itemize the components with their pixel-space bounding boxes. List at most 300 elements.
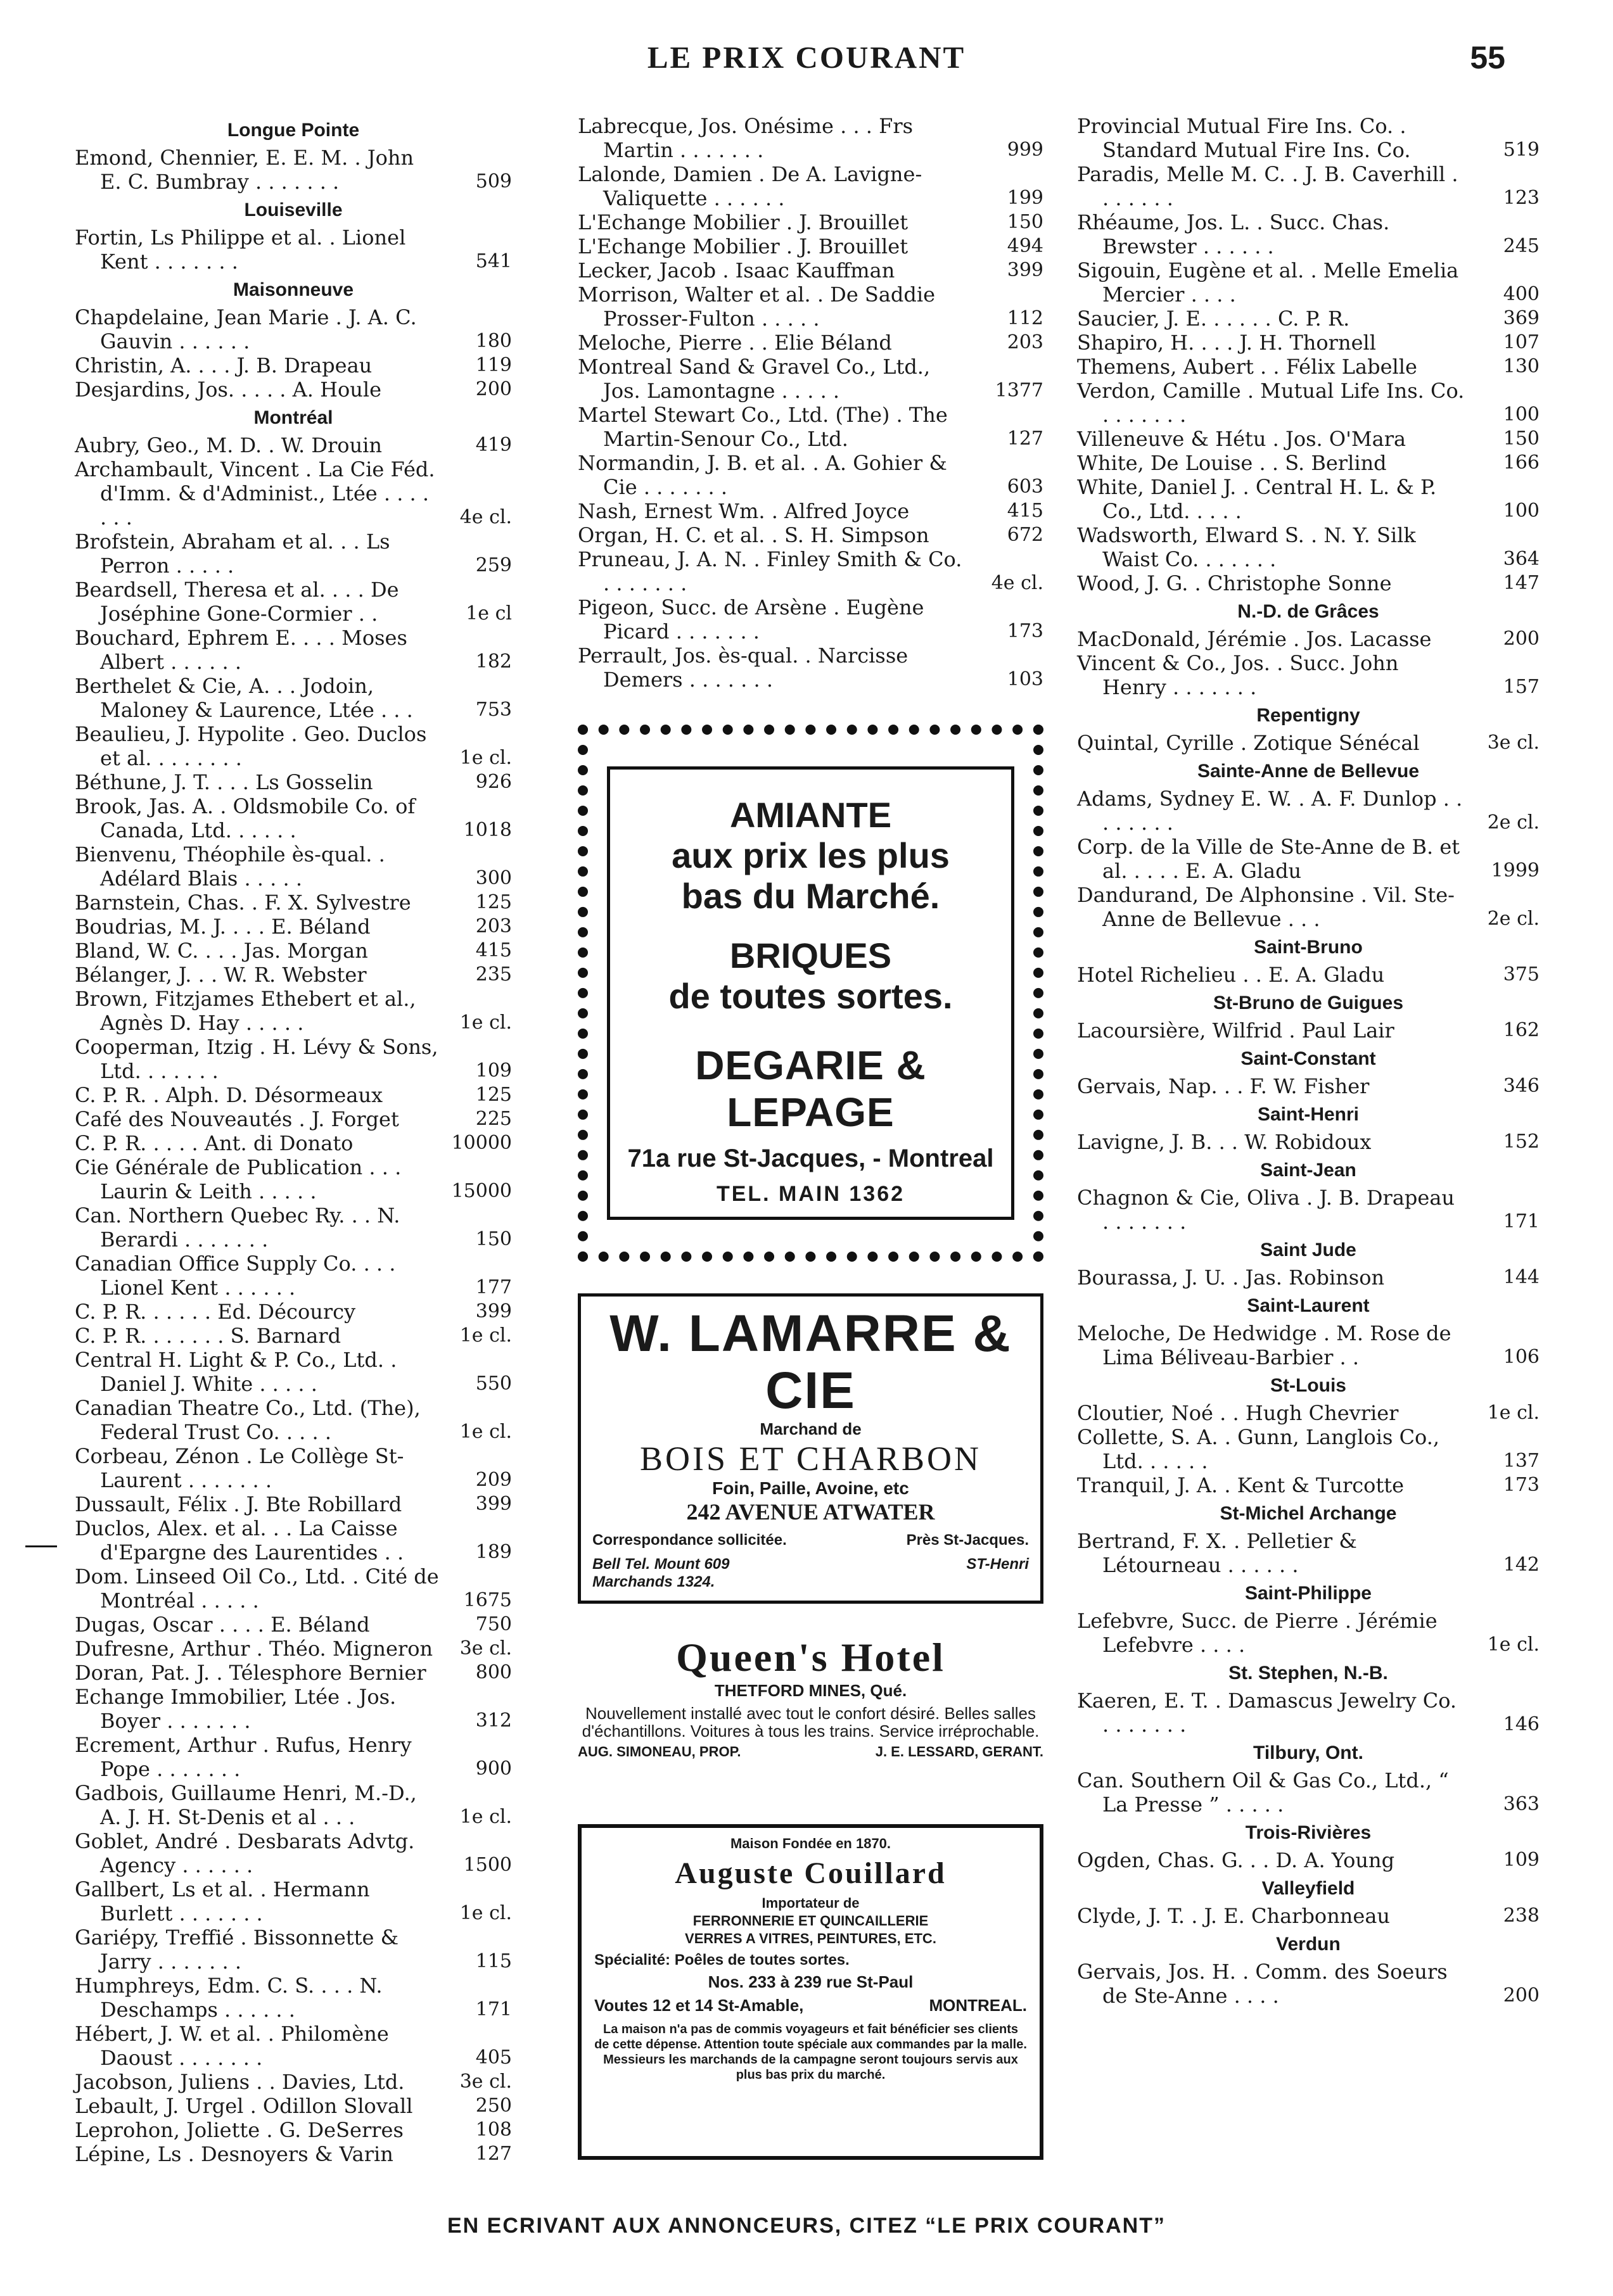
ad-lamarre-near: Près St-Jacques. bbox=[906, 1532, 1029, 1549]
list-item bbox=[75, 1203, 512, 1252]
page-title: LE PRIX COURANT bbox=[647, 40, 966, 75]
section-heading: Maisonneuve bbox=[233, 279, 354, 300]
entry-text: Emond, Chennier, E. E. M. . John E. C. Bumbray . . . . . . . bbox=[75, 146, 414, 194]
ad-queens-manager: J. E. LESSARD, GERANT. bbox=[875, 1744, 1043, 1760]
list-item bbox=[1077, 1425, 1540, 1473]
entry-amount: 1999 bbox=[1491, 859, 1540, 882]
entry-text: Desjardins, Jos. . . . . A. Houle bbox=[75, 377, 382, 402]
entry-amount: 150 bbox=[1007, 211, 1043, 233]
section-heading: Trois-Rivières bbox=[1245, 1822, 1372, 1843]
list-item bbox=[75, 1035, 512, 1083]
list-item bbox=[75, 1925, 512, 1974]
entry-text: Beaulieu, J. Hypolite . Geo. Duclos et al. . . . . . . . bbox=[75, 722, 427, 770]
entry-text: Cooperman, Itzig . H. Lévy & Sons, Ltd. . . . . . . bbox=[75, 1035, 438, 1083]
entry-text: Humphreys, Edm. C. S. . . . N. Deschamps . . . . . . bbox=[75, 1974, 383, 2022]
list-item bbox=[75, 1685, 512, 1733]
entry-amount: 4e cl. bbox=[991, 572, 1043, 594]
entry-amount: 171 bbox=[475, 1998, 512, 2020]
list-item bbox=[1077, 731, 1540, 755]
section-heading: Sainte-Anne de Bellevue bbox=[1197, 761, 1420, 782]
ad-amiante-firm: DEGARIE & LEPAGE bbox=[695, 1043, 926, 1135]
list-item bbox=[75, 1107, 512, 1131]
ad-couillard-address: Nos. 233 à 239 rue St-Paul bbox=[708, 1972, 914, 1991]
entry-text: White, Daniel J. . Central H. L. & P. Co., Ltd. . . . . bbox=[1077, 475, 1437, 523]
ad-lamarre-corr: Correspondance sollicitée. bbox=[592, 1532, 787, 1549]
list-item bbox=[75, 987, 512, 1035]
entry-text: Central H. Light & P. Co., Ltd. . Daniel J. White . . . . . bbox=[75, 1348, 397, 1396]
list-item bbox=[1077, 1689, 1540, 1737]
entry-text: Beardsell, Theresa et al. . . . De Joséphine Gone-Cormier . . bbox=[75, 578, 399, 626]
section-heading: Saint-Henri bbox=[1257, 1104, 1360, 1125]
section-heading: Saint-Bruno bbox=[1254, 937, 1363, 958]
entry-text: Bland, W. C. . . . Jas. Morgan bbox=[75, 939, 368, 963]
entry-amount: 2e cl. bbox=[1487, 811, 1540, 834]
entry-text: Wadsworth, Elward S. . N. Y. Silk Waist Co. . . . . . . bbox=[1077, 523, 1416, 571]
entry-amount: 800 bbox=[475, 1661, 512, 1684]
list-item bbox=[75, 1661, 512, 1685]
entry-text: Tranquil, J. A. . Kent & Turcotte bbox=[1077, 1473, 1405, 1497]
entry-amount: 166 bbox=[1503, 452, 1540, 474]
entry-text: Dandurand, De Alphonsine . Vil. Ste-Anne de Bellevue . . . bbox=[1077, 883, 1455, 931]
entry-amount: 1018 bbox=[463, 819, 512, 841]
entry-text: Lefebvre, Succ. de Pierre . Jérémie Lefebvre . . . . bbox=[1077, 1609, 1438, 1657]
ad-couillard-vaults: Voutes 12 et 14 St-Amable, bbox=[594, 1996, 804, 2015]
list-item bbox=[1077, 1401, 1540, 1425]
ad-couillard-note: La maison n'a pas de commis voyageurs et fait bénéficier ses clients de cette dépense. Attention toute spéciale aux commandes par la malle. Messieurs les marchands de la campagne seront toujours servis aux plus bas prix du marché. bbox=[594, 2022, 1027, 2082]
entry-amount: 603 bbox=[1007, 476, 1043, 498]
entry-text: Bertrand, F. X. . Pelletier & Létourneau . . . . . . bbox=[1077, 1529, 1357, 1577]
list-item bbox=[578, 355, 1043, 403]
entry-text: Lebault, J. Urgel . Odillon Slovall bbox=[75, 2094, 413, 2118]
entry-amount: 346 bbox=[1503, 1075, 1540, 1097]
list-item bbox=[578, 282, 1043, 331]
entry-amount: 200 bbox=[475, 378, 512, 400]
list-item bbox=[1077, 1130, 1540, 1154]
list-item bbox=[75, 1781, 512, 1829]
ad-couillard bbox=[578, 1824, 1043, 2160]
entry-text: Leprohon, Joliette . G. DeSerres bbox=[75, 2118, 404, 2142]
list-item bbox=[75, 2070, 512, 2094]
entry-text: Aubry, Geo., M. D. . W. Drouin bbox=[75, 433, 383, 457]
ad-queens-name: Queen's Hotel bbox=[676, 1635, 945, 1680]
entry-text: Paradis, Melle M. C. . J. B. Caverhill . . . . . . . bbox=[1077, 162, 1458, 210]
entry-amount: 4e cl. bbox=[459, 506, 512, 528]
list-item bbox=[75, 377, 512, 402]
entry-amount: 1e cl. bbox=[459, 1421, 512, 1443]
entry-amount: 123 bbox=[1503, 187, 1540, 209]
entry-text: Fortin, Ls Philippe et al. . Lionel Kent . . . . . . . bbox=[75, 225, 406, 274]
list-item bbox=[75, 2094, 512, 2118]
entry-text: Perrault, Jos. ès-qual. . Narcisse Demers . . . . . . . bbox=[578, 644, 909, 692]
list-item bbox=[75, 1613, 512, 1637]
list-item bbox=[1077, 1609, 1540, 1657]
list-item bbox=[75, 1492, 512, 1516]
list-item bbox=[75, 1733, 512, 1781]
list-item bbox=[75, 1396, 512, 1444]
entry-amount: 100 bbox=[1503, 403, 1540, 426]
ad-lamarre-merch: Marchands 1324. bbox=[592, 1573, 715, 1590]
list-item bbox=[75, 1131, 512, 1155]
entry-amount: 363 bbox=[1503, 1793, 1540, 1815]
list-item bbox=[75, 1444, 512, 1492]
entry-amount: 106 bbox=[1503, 1346, 1540, 1368]
list-item bbox=[75, 225, 512, 274]
ad-lamarre-product: BOIS ET CHARBON bbox=[639, 1440, 982, 1478]
entry-text: Hébert, J. W. et al. . Philomène Daoust . . . . . . . bbox=[75, 2022, 389, 2070]
ad-amiante-tel: TEL. MAIN 1362 bbox=[716, 1182, 905, 1206]
entry-amount: 147 bbox=[1503, 572, 1540, 594]
list-item bbox=[75, 963, 512, 987]
list-item bbox=[75, 433, 512, 457]
section-heading: Longue Pointe bbox=[227, 120, 360, 141]
entry-text: Chagnon & Cie, Oliva . J. B. Drapeau . . . . . . . bbox=[1077, 1186, 1455, 1234]
list-item bbox=[1077, 1904, 1540, 1928]
list-item bbox=[75, 1252, 512, 1300]
entry-text: Meloche, Pierre . . Elie Béland bbox=[578, 331, 892, 355]
ad-queens-prop: AUG. SIMONEAU, PROP. bbox=[578, 1744, 741, 1760]
list-item bbox=[578, 162, 1043, 210]
ad-amiante-address: 71a rue St-Jacques, - Montreal bbox=[627, 1145, 994, 1172]
page-number: 55 bbox=[1470, 40, 1505, 75]
entry-amount: 152 bbox=[1503, 1131, 1540, 1153]
entry-amount: 399 bbox=[1007, 259, 1043, 281]
entry-amount: 494 bbox=[1007, 235, 1043, 257]
entry-amount: 1675 bbox=[463, 1589, 512, 1611]
ad-couillard-line2: VERRES A VITRES, PEINTURES, ETC. bbox=[685, 1931, 936, 1946]
list-item bbox=[578, 114, 1043, 162]
list-item bbox=[75, 305, 512, 353]
entry-text: Gariépy, Treffié . Bissonnette & Jarry . . . . . . . bbox=[75, 1925, 399, 1974]
ad-lamarre-items: Foin, Paille, Avoine, etc bbox=[712, 1478, 909, 1498]
ad-couillard-line1: FERRONNERIE ET QUINCAILLERIE bbox=[692, 1913, 929, 1929]
entry-text: Dugas, Oscar . . . . E. Béland bbox=[75, 1613, 370, 1637]
list-item bbox=[578, 644, 1043, 692]
entry-amount: 250 bbox=[475, 2095, 512, 2117]
list-item bbox=[1077, 379, 1540, 427]
entry-amount: 312 bbox=[475, 1709, 512, 1732]
ad-amiante-title: AMIANTE bbox=[729, 795, 892, 835]
list-item bbox=[1077, 571, 1540, 595]
list-item bbox=[1077, 651, 1540, 699]
entry-amount: 405 bbox=[475, 2046, 512, 2069]
list-item bbox=[75, 915, 512, 939]
entry-amount: 926 bbox=[475, 771, 512, 793]
ad-couillard-role: Importateur de bbox=[762, 1895, 860, 1911]
entry-text: Canadian Theatre Co., Ltd. (The), Federal Trust Co. . . . . bbox=[75, 1396, 421, 1444]
list-item bbox=[75, 842, 512, 891]
section-heading: N.-D. de Grâces bbox=[1237, 601, 1379, 622]
entry-amount: 142 bbox=[1503, 1554, 1540, 1576]
list-item bbox=[578, 451, 1043, 499]
entry-amount: 200 bbox=[1503, 1984, 1540, 2007]
entry-amount: 3e cl. bbox=[1487, 732, 1540, 754]
entry-text: Can. Northern Quebec Ry. . . N. Berardi . . . . . . . bbox=[75, 1203, 400, 1252]
entry-amount: 519 bbox=[1503, 139, 1540, 161]
entry-amount: 209 bbox=[475, 1469, 512, 1491]
list-item bbox=[75, 626, 512, 674]
list-item bbox=[1077, 307, 1540, 331]
entry-text: Echange Immobilier, Ltée . Jos. Boyer . . . . . . . bbox=[75, 1685, 397, 1733]
entry-amount: 127 bbox=[475, 2143, 512, 2165]
entry-amount: 1e cl. bbox=[1487, 1633, 1540, 1656]
section-heading: Montréal bbox=[253, 407, 333, 428]
entry-text: Adams, Sydney E. W. . A. F. Dunlop . . . . . . . . bbox=[1077, 787, 1463, 835]
entry-amount: 415 bbox=[1007, 500, 1043, 522]
entry-amount: 750 bbox=[475, 1613, 512, 1635]
entry-amount: 173 bbox=[1007, 620, 1043, 642]
entry-amount: 399 bbox=[475, 1300, 512, 1322]
entry-amount: 150 bbox=[1503, 428, 1540, 450]
list-item bbox=[578, 595, 1043, 644]
ad-couillard-specialty: Spécialité: Poêles de toutes sortes. bbox=[594, 1951, 850, 1969]
entry-text: Saucier, J. E. . . . . . C. P. R. bbox=[1077, 307, 1350, 331]
entry-amount: 364 bbox=[1503, 548, 1540, 570]
entry-text: Vincent & Co., Jos. . Succ. John Henry . . . . . . . bbox=[1077, 651, 1399, 699]
list-item bbox=[75, 939, 512, 963]
entry-text: Bourassa, J. U. . Jas. Robinson bbox=[1077, 1265, 1385, 1290]
entry-amount: 144 bbox=[1503, 1266, 1540, 1288]
entry-amount: 369 bbox=[1503, 307, 1540, 329]
entry-text: Shapiro, H. . . . J. H. Thornell bbox=[1077, 331, 1376, 355]
ad-amiante-line: aux prix les plus bbox=[672, 835, 950, 875]
entry-text: Villeneuve & Hétu . Jos. O'Mara bbox=[1077, 427, 1406, 451]
section-heading: St. Stephen, N.-B. bbox=[1228, 1663, 1388, 1684]
list-item bbox=[1077, 523, 1540, 571]
list-item bbox=[75, 1829, 512, 1877]
list-item bbox=[75, 457, 512, 530]
ad-amiante-briques: BRIQUES bbox=[729, 936, 892, 975]
entry-amount: 177 bbox=[475, 1276, 512, 1298]
ad-queens-location: THETFORD MINES, Qué. bbox=[714, 1681, 907, 1700]
entry-text: Gervais, Jos. H. . Comm. des Soeurs de Ste-Anne . . . . bbox=[1077, 1960, 1448, 2008]
entry-amount: 109 bbox=[1503, 1849, 1540, 1871]
entry-amount: 115 bbox=[475, 1950, 512, 1972]
list-item bbox=[1077, 210, 1540, 258]
entry-amount: 137 bbox=[1503, 1450, 1540, 1472]
entry-amount: 1e cl. bbox=[459, 1806, 512, 1828]
entry-amount: 150 bbox=[475, 1228, 512, 1250]
column-right bbox=[1077, 114, 1540, 2008]
entry-amount: 189 bbox=[475, 1541, 512, 1563]
entry-text: Goblet, André . Desbarats Advtg. Agency . . . . . . bbox=[75, 1829, 415, 1877]
ad-queens-hotel bbox=[578, 1634, 1043, 1799]
entry-amount: 238 bbox=[1503, 1905, 1540, 1927]
entry-text: Pigeon, Succ. de Arsène . Eugène Picard . . . . . . . bbox=[578, 595, 924, 644]
entry-text: Organ, H. C. et al. . S. H. Simpson bbox=[578, 523, 929, 547]
entry-text: L'Echange Mobilier . J. Brouillet bbox=[578, 210, 909, 234]
entry-amount: 171 bbox=[1503, 1210, 1540, 1233]
entry-text: Café des Nouveautés . J. Forget bbox=[75, 1107, 399, 1131]
entry-text: Quintal, Cyrille . Zotique Sénécal bbox=[1077, 731, 1420, 755]
entry-amount: 1500 bbox=[463, 1854, 512, 1876]
entry-text: Boudrias, M. J. . . . E. Béland bbox=[75, 915, 371, 939]
entry-text: Brook, Jas. A. . Oldsmobile Co. of Canada, Ltd. . . . . . bbox=[75, 794, 416, 842]
entry-amount: 1e cl. bbox=[459, 1324, 512, 1347]
entry-amount: 203 bbox=[475, 915, 512, 937]
entry-amount: 127 bbox=[1007, 428, 1043, 450]
page-footer: EN ECRIVANT AUX ANNONCEURS, CITEZ “LE PRIX COURANT” bbox=[447, 2214, 1166, 2238]
entry-amount: 225 bbox=[475, 1108, 512, 1130]
entry-amount: 415 bbox=[475, 939, 512, 961]
entry-text: Gervais, Nap. . . F. W. Fisher bbox=[1077, 1074, 1370, 1098]
list-item bbox=[1077, 331, 1540, 355]
entry-text: C. P. R. . . . . . Ed. Décourcy bbox=[75, 1300, 356, 1324]
ad-amiante bbox=[578, 725, 1043, 1262]
ad-lamarre-bell: Bell Tel. Mount 609 bbox=[592, 1556, 730, 1573]
list-item bbox=[578, 331, 1043, 355]
entry-text: Martel Stewart Co., Ltd. (The) . The Martin-Senour Co., Ltd. bbox=[578, 403, 948, 451]
list-item bbox=[1077, 787, 1540, 835]
entry-text: Dom. Linseed Oil Co., Ltd. . Cité de Montréal . . . . . bbox=[75, 1564, 439, 1613]
list-item bbox=[1077, 162, 1540, 210]
entry-amount: 112 bbox=[1007, 307, 1043, 329]
section-heading: Verdun bbox=[1276, 1934, 1341, 1955]
list-item bbox=[1077, 883, 1540, 931]
entry-amount: 162 bbox=[1503, 1019, 1540, 1041]
entry-text: Archambault, Vincent . La Cie Féd. d'Imm. & d'Administ., Ltée . . . . . . . bbox=[75, 457, 435, 530]
section-heading: St-Michel Archange bbox=[1220, 1503, 1397, 1524]
entry-text: Lalonde, Damien . De A. Lavigne-Valiquette . . . . . . bbox=[578, 162, 922, 210]
column-middle bbox=[578, 114, 1043, 692]
list-item bbox=[578, 210, 1043, 234]
entry-text: Montreal Sand & Gravel Co., Ltd., Jos. Lamontagne . . . . . bbox=[578, 355, 931, 403]
entry-amount: 245 bbox=[1503, 235, 1540, 257]
entry-amount: 2e cl. bbox=[1487, 908, 1540, 930]
entry-text: Dufresne, Arthur . Théo. Migneron bbox=[75, 1637, 433, 1661]
list-item bbox=[75, 1083, 512, 1107]
entry-text: Corbeau, Zénon . Le Collège St-Laurent . . . . . . . bbox=[75, 1444, 404, 1492]
entry-text: L'Echange Mobilier . J. Brouillet bbox=[578, 234, 909, 258]
ad-couillard-name: Auguste Couillard bbox=[675, 1856, 947, 1890]
entry-amount: 109 bbox=[475, 1060, 512, 1082]
entry-text: Meloche, De Hedwidge . M. Rose de Lima Béliveau-Barbier . . bbox=[1077, 1321, 1451, 1369]
list-item bbox=[1077, 1186, 1540, 1234]
list-item bbox=[578, 403, 1043, 451]
entry-amount: 235 bbox=[475, 963, 512, 986]
entry-text: Verdon, Camille . Mutual Life Ins. Co. . . . . . . . bbox=[1077, 379, 1465, 427]
ad-couillard-founded: Maison Fondée en 1870. bbox=[730, 1836, 891, 1851]
list-item bbox=[75, 1974, 512, 2022]
entry-amount: 200 bbox=[1503, 628, 1540, 650]
entry-text: Duclos, Alex. et al. . . La Caisse d'Epargne des Laurentides . . bbox=[75, 1516, 404, 1564]
margin-mark bbox=[25, 1545, 57, 1547]
list-item bbox=[1077, 1473, 1540, 1497]
section-heading: Louiseville bbox=[244, 200, 343, 220]
list-item bbox=[578, 499, 1043, 523]
section-heading: Saint-Constant bbox=[1240, 1048, 1376, 1069]
list-item bbox=[1077, 1074, 1540, 1098]
entry-amount: 1e cl. bbox=[1487, 1402, 1540, 1424]
entry-amount: 107 bbox=[1503, 331, 1540, 353]
list-item bbox=[578, 258, 1043, 282]
entry-text: Normandin, J. B. et al. . A. Gohier & Cie . . . . . . . bbox=[578, 451, 947, 499]
entry-amount: 125 bbox=[475, 1084, 512, 1106]
entry-text: Wood, J. G. . Christophe Sonne bbox=[1077, 571, 1392, 595]
entry-text: C. P. R. . . . . Ant. di Donato bbox=[75, 1131, 354, 1155]
list-item bbox=[75, 794, 512, 842]
list-item bbox=[75, 2022, 512, 2070]
entry-text: Provincial Mutual Fire Ins. Co. . Standard Mutual Fire Ins. Co. bbox=[1077, 114, 1411, 162]
ad-lamarre-name: W. LAMARRE & CIE bbox=[609, 1305, 1012, 1419]
entry-amount: 125 bbox=[475, 891, 512, 913]
column-left bbox=[75, 114, 512, 2166]
list-item bbox=[1077, 258, 1540, 307]
list-item bbox=[1077, 1848, 1540, 1872]
list-item bbox=[1077, 1768, 1540, 1817]
entry-amount: 419 bbox=[475, 434, 512, 456]
entry-amount: 1377 bbox=[995, 379, 1043, 402]
entry-text: Bouchard, Ephrem E. . . . Moses Albert . . . . . . bbox=[75, 626, 407, 674]
entry-text: Brown, Fitzjames Ethebert et al., Agnès D. Hay . . . . . bbox=[75, 987, 416, 1035]
entry-amount: 375 bbox=[1503, 963, 1540, 986]
list-item bbox=[578, 547, 1043, 595]
list-item bbox=[1077, 427, 1540, 451]
entry-text: Christin, A. . . . J. B. Drapeau bbox=[75, 353, 373, 377]
section-heading: St-Bruno de Guigues bbox=[1213, 993, 1403, 1013]
entry-text: Pruneau, J. A. N. . Finley Smith & Co. . . . . . . . bbox=[578, 547, 962, 595]
ad-lamarre-city: ST-Henri bbox=[966, 1556, 1029, 1573]
entry-text: Jacobson, Juliens . . Davies, Ltd. bbox=[75, 2070, 405, 2094]
entry-amount: 15000 bbox=[451, 1180, 512, 1202]
entry-text: Béthune, J. T. . . . Ls Gosselin bbox=[75, 770, 373, 794]
entry-text: Brofstein, Abraham et al. . . Ls Perron . . . . . bbox=[75, 530, 390, 578]
entry-text: Doran, Pat. J. . Télesphore Bernier bbox=[75, 1661, 426, 1685]
list-item bbox=[75, 770, 512, 794]
entry-amount: 753 bbox=[475, 699, 512, 721]
entry-amount: 108 bbox=[475, 2119, 512, 2141]
section-heading: St-Louis bbox=[1270, 1375, 1346, 1396]
entry-amount: 100 bbox=[1503, 500, 1540, 522]
list-item bbox=[75, 353, 512, 377]
entry-amount: 3e cl. bbox=[459, 2071, 512, 2093]
entry-text: Hotel Richelieu . . E. A. Gladu bbox=[1077, 963, 1385, 987]
section-heading: Saint Jude bbox=[1260, 1240, 1356, 1260]
entry-text: Cloutier, Noé . . Hugh Chevrier bbox=[1077, 1401, 1399, 1425]
entry-text: Corp. de la Ville de Ste-Anne de B. et al. . . . . E. A. Gladu bbox=[1077, 835, 1460, 883]
entry-amount: 199 bbox=[1007, 187, 1043, 209]
entry-text: Sigouin, Eugène et al. . Melle Emelia Mercier . . . . bbox=[1077, 258, 1459, 307]
list-item bbox=[578, 523, 1043, 547]
entry-amount: 203 bbox=[1007, 331, 1043, 353]
entry-text: C. P. R. . Alph. D. Désormeaux bbox=[75, 1083, 383, 1107]
list-item bbox=[578, 234, 1043, 258]
list-item bbox=[75, 722, 512, 770]
list-item bbox=[75, 1564, 512, 1613]
entry-amount: 509 bbox=[475, 170, 512, 193]
entry-amount: 400 bbox=[1503, 283, 1540, 305]
entry-text: Barnstein, Chas. . F. X. Sylvestre bbox=[75, 891, 411, 915]
entry-text: Lecker, Jacob . Isaac Kauffman bbox=[578, 258, 895, 282]
ad-amiante-frame bbox=[607, 766, 1014, 1220]
entry-amount: 130 bbox=[1503, 355, 1540, 377]
entry-text: Gadbois, Guillaume Henri, M.-D., A. J. H. St-Denis et al . . . bbox=[75, 1781, 417, 1829]
entry-amount: 10000 bbox=[451, 1132, 512, 1154]
list-item bbox=[75, 1348, 512, 1396]
entry-amount: 672 bbox=[1007, 524, 1043, 546]
entry-amount: 1e cl. bbox=[459, 1902, 512, 1924]
list-item bbox=[1077, 114, 1540, 162]
entry-amount: 182 bbox=[475, 650, 512, 673]
entry-text: Canadian Office Supply Co. . . . Lionel Kent . . . . . . bbox=[75, 1252, 396, 1300]
ad-queens-desc: Nouvellement installé avec tout le confort désiré. Belles salles d'échantillons. Voitures à tous les trains. Service irréprochable. bbox=[582, 1704, 1040, 1741]
entry-text: Gallbert, Ls et al. . Hermann Burlett . . . . . . . bbox=[75, 1877, 370, 1925]
section-heading: Repentigny bbox=[1256, 705, 1360, 726]
entry-amount: 1e cl. bbox=[459, 1012, 512, 1034]
section-heading: Tilbury, Ont. bbox=[1253, 1742, 1363, 1763]
ad-amiante-line: de toutes sortes. bbox=[668, 976, 953, 1016]
entry-text: Lacoursière, Wilfrid . Paul Lair bbox=[1077, 1018, 1394, 1043]
entry-amount: 550 bbox=[475, 1373, 512, 1395]
